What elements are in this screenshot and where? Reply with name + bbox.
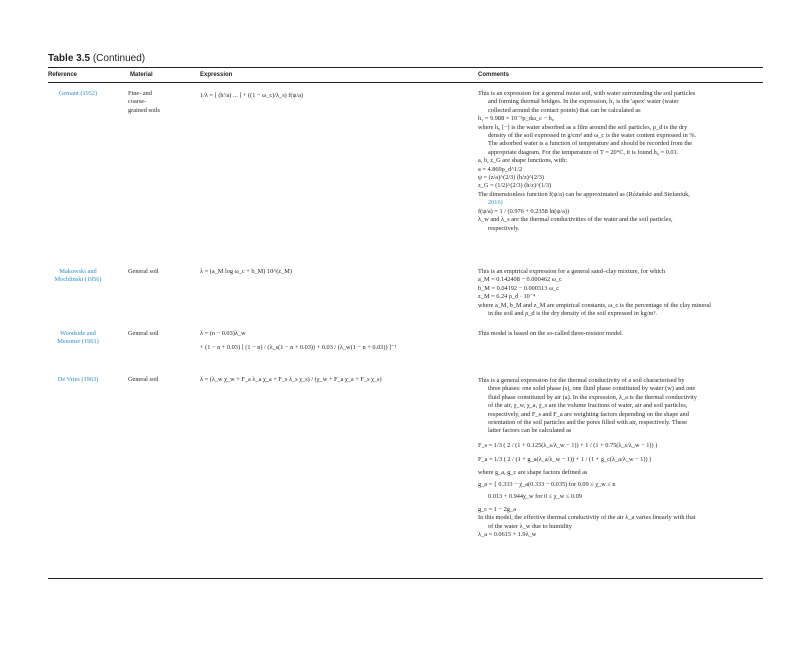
header-expression: Expression bbox=[200, 72, 233, 78]
comment-line: In this model, the effective thermal conductivity of the air λ_a varies linearly with that bbox=[478, 514, 696, 522]
comment-line: a, b, z_G are shape functions, with: bbox=[478, 157, 568, 165]
reference-devries[interactable]: De Vries (1963) bbox=[57, 376, 99, 383]
comment-line: The adsorbed water is a function of temperature and should be recorded from the bbox=[488, 140, 693, 148]
comment-line: where h₀ [−] is the water absorbed as a film around the soil particles, ρ_d is the dry bbox=[478, 123, 688, 131]
comment-line: and forming thermal bridges. In the expression, h₁ is the 'apex' water (water bbox=[488, 98, 679, 106]
expression-line: λ = (n − 0.03)λ_w bbox=[200, 330, 246, 337]
table-continued: (Continued) bbox=[92, 53, 146, 64]
comment-line: fluid phase constituted by air (a). In the expression, λ_a is the thermal conductivity bbox=[488, 393, 697, 401]
material-woodside: General soil bbox=[128, 330, 159, 337]
bottom-rule bbox=[48, 578, 763, 579]
material-line: coarse- bbox=[128, 98, 147, 106]
material-line: grained soils bbox=[128, 106, 161, 114]
header-comments: Comments bbox=[478, 72, 510, 78]
expression-line: + (1 − n + 0.03) [ (1 − n) / (λ_s(1 − n + 0.03)) + 0.03 / (λ_w(1 − n + 0.03)) ]⁻¹ bbox=[200, 344, 397, 352]
expression-gemant bbox=[200, 92, 470, 100]
header-material: Material bbox=[130, 72, 153, 78]
comment-line: b_M = 0.04192 − 0.000313 ω_c bbox=[478, 284, 560, 292]
header-rule bbox=[48, 82, 763, 83]
comment-line: F_s = 1/3 ( 2 / (1 + 0.125(λ_s/λ_w − 1)) + 1 / (1 + 0.75(λ_s/λ_w − 1)) ) bbox=[478, 441, 658, 449]
material-gemant bbox=[128, 90, 190, 115]
expression-line: 1/λ = [ (h'/a) ... ] + ((1 − ω_c)/λ_s) f(ψ/a) bbox=[200, 92, 304, 99]
comment-line: f(ψ/a) = 1 / (0.976 + 0.2358 ln(ψ/a)) bbox=[478, 207, 570, 215]
comment-line: appropriate diagram. For the temperature of T = 20°C, it is found h₀ = 0.01. bbox=[488, 148, 679, 156]
comments-devries bbox=[478, 377, 763, 540]
comment-line: respectively. bbox=[488, 224, 520, 232]
comment-line: This is an empirical expression for a general sand–clay mixture, for which bbox=[478, 268, 666, 275]
comments-makowski bbox=[478, 268, 763, 318]
comment-line: respectively, and F_s and F_a are weighting factors depending on the shape and bbox=[488, 410, 689, 418]
comment-line: a = 4.869ρ_d^1/2 bbox=[478, 165, 523, 173]
material-line: Fine- and bbox=[128, 90, 152, 97]
comment-line: of the water λ_w due to humidity bbox=[488, 522, 572, 530]
reference-makowski[interactable]: Makowski and Mochlinski (1956) bbox=[54, 268, 102, 284]
comment-line: of the air, χ_w, χ_a, χ_s are the volume fractions of water, air and soil particles, bbox=[488, 402, 688, 410]
comment-line: λ_w and λ_s are the thermal conductivities of the water and the soil particles, bbox=[478, 216, 673, 224]
comment-line: F_a = 1/3 ( 2 / (1 + g_a(λ_a/λ_w − 1)) + 1 / (1 + g_c(λ_a/λ_w − 1)) ) bbox=[478, 456, 652, 464]
comment-line[interactable]: 2016) bbox=[488, 199, 503, 207]
table-title bbox=[48, 53, 145, 64]
comment-line: This is an expression for a general moist soil, with water surrounding the soil particles bbox=[478, 90, 696, 97]
comment-line: This is a general expression for the thermal conductivity of a soil characterised by bbox=[478, 377, 685, 384]
expression-devries: λ = (λ_w χ_w + F_a λ_a χ_a + F_s λ_s χ_s) / (χ_w + F_a χ_a + F_s χ_s) bbox=[200, 376, 382, 383]
comment-line: latter factors can be calculated as bbox=[488, 427, 572, 435]
comments-woodside: This model is based on the so-called three-resistor model. bbox=[478, 330, 624, 337]
comment-line: orientation of the soil particles and the pores filled with air, respectively. These bbox=[488, 419, 687, 427]
reference-gemant[interactable]: Gemant (1952) bbox=[58, 90, 98, 97]
comment-line: where a_M, b_M and z_M are empirical constants, ω_c is the percentage of the clay mineral bbox=[478, 301, 712, 309]
expression-makowski: λ = (a_M log ω_c + b_M) 10^(z_M) bbox=[200, 268, 292, 275]
comment-line: in the soil and ρ_d is the dry density of the soil expressed in kg/m³. bbox=[488, 310, 657, 318]
expression-woodside bbox=[200, 330, 470, 353]
comment-line: g_c = 1 − 2g_a bbox=[478, 505, 516, 513]
table-number: Table 3.5 bbox=[48, 53, 91, 64]
comment-line: z_G = (1/2)^(2/3) (h/z)^(1/3) bbox=[478, 182, 552, 190]
header-reference: Reference bbox=[48, 72, 78, 78]
top-rule bbox=[48, 67, 763, 68]
comment-line: a_M = 0.142408 − 0.000462 ω_c bbox=[478, 276, 562, 284]
comment-line: λ_a = 0.0615 + 1.9λ_w bbox=[478, 531, 537, 539]
comment-line: collected around the contact points) that can be calculated as bbox=[488, 106, 641, 114]
comment-line: h₁ = 9.988 × 10⁻³ρ_dω_c − h₀ bbox=[478, 115, 554, 123]
material-devries: General soil bbox=[128, 376, 159, 383]
comment-line: density of the soil expressed in g/cm³ and ω_c is the water content expressed in %. bbox=[488, 132, 697, 140]
comment-line: 0.013 + 0.944χ_w for 0 ≤ χ_w ≤ 0.09 bbox=[488, 493, 582, 501]
comment-line: The dimensionless function f(ψ/a) can be approximated as (Różański and Stefaniuk, bbox=[478, 190, 690, 198]
comment-line: ψ = (z/a)^(2/3) (h/z)^(2/3) bbox=[478, 174, 545, 182]
comment-line: where g_a, g_c are shape factors defined as bbox=[478, 468, 588, 476]
reference-woodside[interactable]: Woodside and Messmer (1961) bbox=[57, 330, 99, 346]
comment-line: g_a = { 0.333 − χ_a(0.333 − 0.035) for 0.09 ≤ χ_w ≤ n bbox=[478, 481, 616, 489]
comments-gemant bbox=[478, 90, 763, 233]
material-makowski: General soil bbox=[128, 268, 159, 275]
comment-line: three phases: one solid phase (s), one fluid phase constituted by water (w) and one bbox=[488, 385, 696, 393]
comment-line: z_M = 6.24 ρ_d · 10⁻⁴ bbox=[478, 293, 536, 301]
